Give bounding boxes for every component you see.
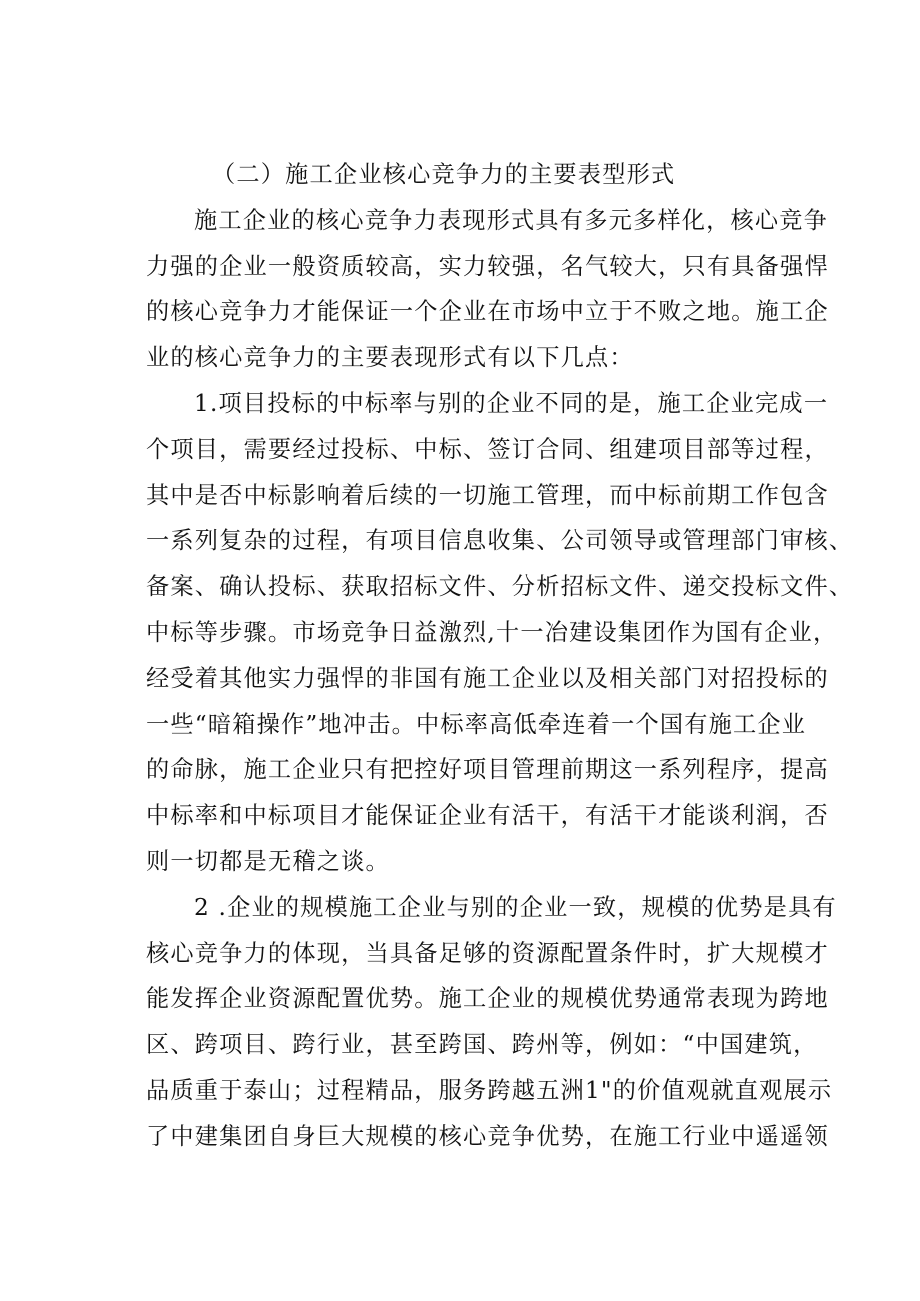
paragraph-line: 1.项目投标的中标率与别的企业不同的是，施工企业完成一 [194, 389, 829, 417]
document-body [146, 152, 854, 1160]
paragraph-3 [146, 885, 837, 1160]
paragraph-line: 则一切都是无稽之谈。 [146, 847, 390, 875]
paragraph-line: 业的核心竞争力的主要表现形式有以下几点： [146, 344, 634, 372]
paragraph-line: 备案、确认投标、获取招标文件、分析招标文件、递交投标文件、 [146, 573, 854, 601]
paragraph-line: 的核心竞争力才能保证一个企业在市场中立于不败之地。施工企 [146, 298, 829, 326]
paragraph-line: 的命脉，施工企业只有把控好项目管理前期这一系列程序，提高 [146, 756, 829, 784]
paragraph-2 [146, 381, 854, 885]
paragraph-line: 经受着其他实力强悍的非国有施工企业以及相关部门对招投标的 [146, 664, 829, 692]
paragraph-line: 能发挥企业资源配置优势。施工企业的规模优势通常表现为跨地 [146, 985, 829, 1013]
paragraph-line: 品质重于泰山；过程精品，服务跨越五洲1"的价值观就直观展示 [146, 1076, 833, 1104]
paragraph-1 [146, 198, 829, 381]
paragraph-line: 区、跨项目、跨行业，甚至跨国、跨州等，例如：“中国建筑， [146, 1031, 818, 1059]
paragraph-line: 其中是否中标影响着后续的一切施工管理，而中标前期工作包含 [146, 481, 829, 509]
paragraph-line: 核心竞争力的体现，当具备足够的资源配置条件时，扩大规模才 [146, 939, 829, 967]
paragraph-line: 施工企业的核心竞争力表现形式具有多元多样化，核心竞争 [194, 206, 829, 234]
paragraph-line: 一些“暗箱操作”地冲击。中标率高低牵连着一个国有施工企业 [146, 710, 807, 738]
paragraph-line: 一系列复杂的过程，有项目信息收集、公司领导或管理部门审核、 [146, 527, 854, 555]
paragraph-line: 力强的企业一般资质较高，实力较强，名气较大，只有具备强悍 [146, 252, 829, 280]
paragraph-line: 2 .企业的规模施工企业与别的企业一致，规模的优势是具有 [194, 893, 837, 921]
paragraph-line: 个项目，需要经过投标、中标、签订合同、组建项目部等过程， [146, 435, 829, 463]
paragraph-line: 中标等步骤。市场竞争日益激烈,十一冶建设集团作为国有企业， [146, 618, 838, 646]
section-heading: （二）施工企业核心竞争力的主要表型形式 [212, 161, 676, 188]
paragraph-line: 中标率和中标项目才能保证企业有活干，有活干才能谈利润，否 [146, 802, 829, 830]
paragraph-line: 了中建集团自身巨大规模的核心竞争优势，在施工行业中遥遥领 [146, 1122, 829, 1150]
